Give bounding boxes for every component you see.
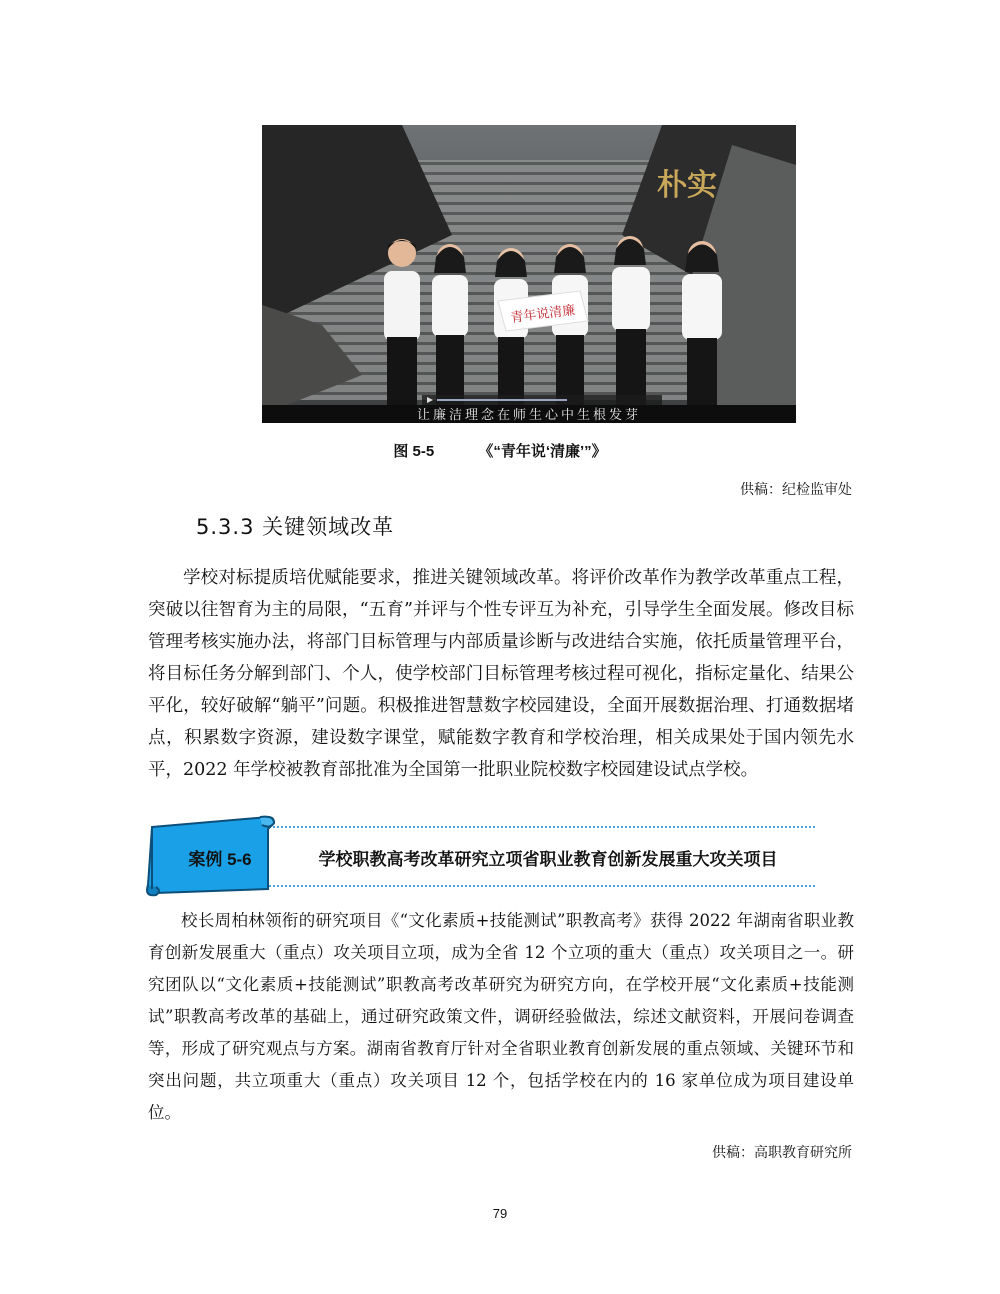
stone-text: 朴实 [657,168,717,203]
person-5 [612,236,650,419]
figure-number: 图 5-5 [393,443,435,460]
sign-text: 青年说清廉 [509,303,577,326]
figure-title: 《“青年说‘清廉’”》 [478,443,607,460]
video-controls [422,395,662,405]
section-body: 学校对标提质培优赋能要求，推进关键领域改革。将评价改革作为教学改革重点工程，突破以往智育为主的局限，“五育”并评与个性专评互为补充，引导学生全面发展。修改目标管理考核实施办法，将部门目标管理与内部质量诊断与改进结合实施，依托质量管理平台，将目标任务分解到部门、个人，使学校部门目标管理考核过程可视化，指标定量化、结果公平化，较好破解“躺平”问题。积极推进智慧数字校园建设，全面开展数据治理、打通数据堵点，积累数字资源，建设数字课堂，赋能数字教育和学校治理，相关成果处于国内领先水平，2022 年学校被教育部批准为全国第一批职业院校数字校园建设试点学校。 [148,568,854,780]
section-heading: 5.3.3 关键领域改革 [196,515,395,539]
figure-photo [262,125,796,423]
video-subtitle: 让廉洁理念在师生心中生根发芽 [416,408,642,423]
figure-caption [0,440,1000,461]
case-label: 案例 5-6 [188,850,252,869]
person-6 [682,241,722,423]
figure-credit: 供稿：纪检监审处 [740,482,852,498]
page-number: 79 [492,1206,508,1221]
case-banner [140,813,820,897]
photo-illustration [262,125,796,423]
case-credit: 供稿：高职教育研究所 [712,1145,852,1161]
case-title: 学校职教高考改革研究立项省职业教育创新发展重大攻关项目 [318,850,778,870]
case-body: 校长周柏林领衔的研究项目《“文化素质+技能测试”职教高考》获得 2022 年湖南省职业教育创新发展重大（重点）攻关项目立项，成为全省 12 个立项的重大（重点）攻关项目之一。研究团队以“文化素质+技能测试”职教高考改革研究为研究方向，在学校开展“文化素质+技能测试”职教高考改革的基础上，通过研究政策文件，调研经验做法，综述文献资料，开展问卷调查等，形成了研究观点与方案。湖南省教育厅针对全省职业教育创新发展的重点领域、关键环节和突出问题，共立项重大（重点）攻关项目 12 个，包括学校在内的 16 家单位成为项目建设单位。 [148,911,854,1122]
